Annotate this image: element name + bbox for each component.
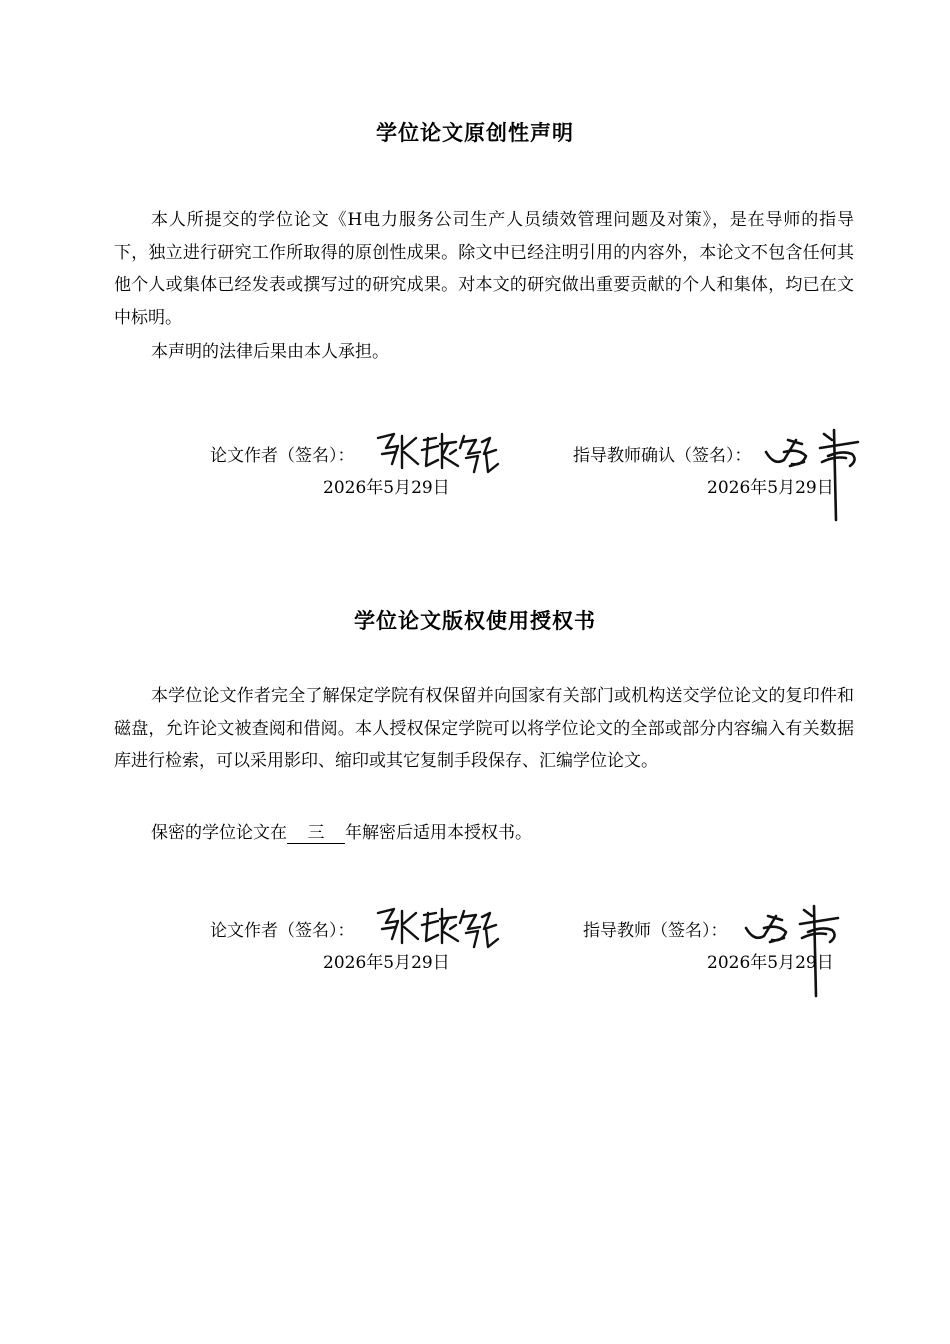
advisor-signature-label: 指导教师确认（签名）：	[573, 446, 752, 466]
advisor-signature-image	[762, 422, 872, 522]
author-signature-image-2	[372, 899, 502, 955]
secrecy-line	[114, 818, 532, 844]
declaration-paragraph: 本人所提交的学位论文《H电力服务公司生产人员绩效管理问题及对策》，是在导师的指导下，独立进行研究工作所取得的原创性成果。除文中已经注明引用的内容外，本论文不包含任何其他个人或集体已经发表或撰写过的研究成果。对本文的研究做出重要贡献的个人和集体，均已在文中标明。	[114, 210, 854, 328]
author-signature-date: 2026年5月29日	[323, 478, 450, 498]
author-signature-image	[372, 424, 502, 480]
secrecy-prefix: 保密的学位论文在	[151, 823, 287, 843]
secrecy-years: 三	[287, 823, 345, 844]
authorization-title: 学位论文版权使用授权书	[354, 609, 596, 633]
advisor-signature-label-2: 指导教师（签名）：	[583, 921, 728, 941]
author-signature-label: 论文作者（签名）：	[210, 446, 355, 466]
declaration-liability-paragraph: 本声明的法律后果由本人承担。	[151, 342, 389, 362]
advisor-signature-date: 2026年5月29日	[707, 478, 834, 498]
advisor-signature-date-2: 2026年5月29日	[707, 953, 834, 973]
authorization-paragraph: 本学位论文作者完全了解保定学院有权保留并向国家有关部门或机构送交学位论文的复印件和磁盘，允许论文被查阅和借阅。本人授权保定学院可以将学位论文的全部或部分内容编入有关数据库进行检索，可以采用影印、缩印或其它复制手段保存、汇编学位论文。	[114, 686, 854, 771]
author-signature-label-2: 论文作者（签名）：	[210, 921, 355, 941]
secrecy-suffix: 年解密后适用本授权书。	[345, 823, 532, 843]
declaration-title: 学位论文原创性声明	[376, 121, 574, 145]
author-signature-date-2: 2026年5月29日	[323, 953, 450, 973]
